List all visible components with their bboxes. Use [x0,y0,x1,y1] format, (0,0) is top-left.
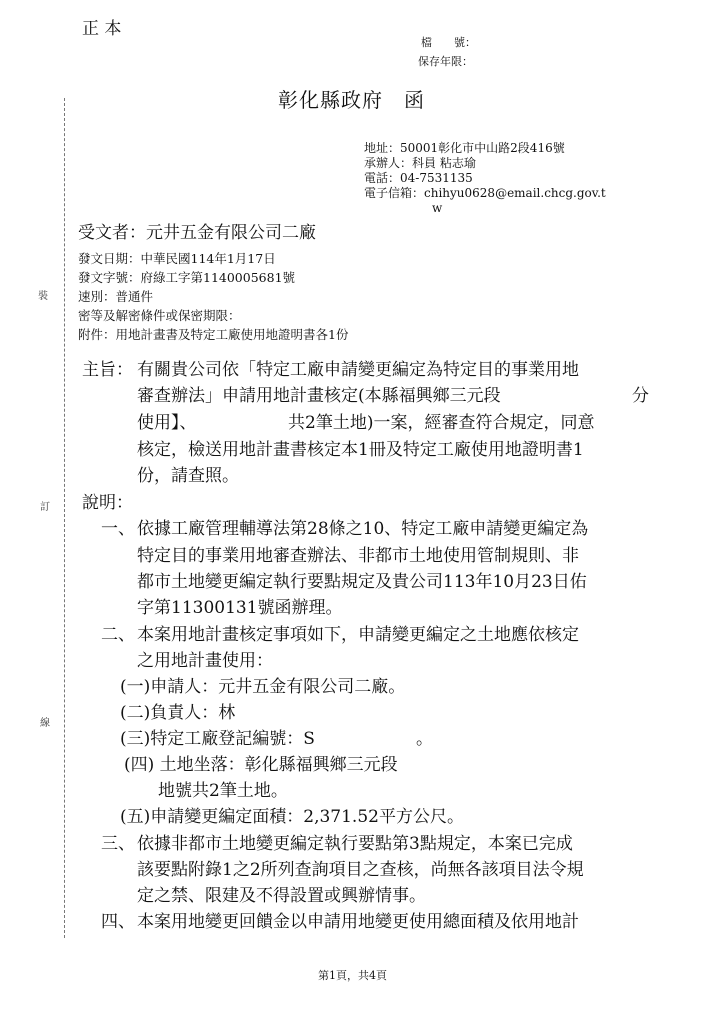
contact-block [364,141,606,216]
secrecy-level: 密等及解密條件或保密期限： [78,308,241,323]
delivery-speed: 速別：普通件 [78,289,154,304]
binding-mark-ding: 訂 [40,502,50,513]
binding-line [64,98,65,938]
item-1-line-4: 字第11300131號函辦理。 [137,598,343,618]
item-3-number: 三、 [101,834,135,854]
item-4-number: 四、 [101,912,135,932]
item-3-line-3: 定之禁、限建及不得設置或興辦情事。 [137,886,426,906]
page-footer: 第1頁，共4頁 [318,969,387,982]
item-1-line-3: 都市土地變更編定執行要點規定及貴公司113年10月23日佑 [137,572,587,592]
contact-phone: 電話：04-7531135 [364,171,473,185]
item-1-line-1: 依據工廠管理輔導法第28條之10、特定工廠申請變更編定為 [137,519,589,539]
explanation-label: 說明： [82,493,133,513]
subject-line-5: 份，請查照。 [137,466,239,486]
item-2-line-2: 之用地計畫使用： [137,651,273,671]
subject-line-1: 有關貴公司依「特定工廠申請變更編定為特定目的事業用地 [137,360,579,380]
contact-email-cont: w [432,201,443,215]
item-2-sub-3b: 。 [416,729,433,749]
binding-mark-xian: 線 [40,718,50,729]
binding-mark-zhuang: 裝 [38,291,48,302]
subject-label: 主旨： [82,360,133,380]
item-2-sub-4: (四) 土地坐落：彰化縣福興鄉三元段 [124,755,398,775]
subject-line-3b: 共2筆土地)一案，經審查符合規定，同意 [288,413,595,433]
item-2-sub-5: (五)申請變更編定面積：2,371.52平方公尺。 [120,807,464,827]
subject-line-3a: 使用】、 [137,413,197,433]
copy-label: 正 本 [82,19,122,39]
item-1-number: 一、 [101,519,135,539]
attachments: 附件：用地計畫書及特定工廠使用地證明書各1份 [78,327,349,342]
recipient: 受文者：元井五金有限公司二廠 [78,223,316,243]
file-number-label: 檔 號： [421,36,476,49]
retention-period-label: 保存年限： [418,55,473,68]
subject-line-4: 核定，檢送用地計畫書核定本1冊及特定工廠使用地證明書1 [137,440,584,460]
contact-handler: 承辦人：科員 粘志瑜 [364,156,476,170]
item-1-line-2: 特定目的事業用地審查辦法、非都市土地使用管制規則、非 [137,546,579,566]
subject-line-2b: 分 [632,386,649,406]
contact-address: 地址：50001彰化市中山路2段416號 [364,141,565,155]
item-2-sub-3a: (三)特定工廠登記編號：S [120,729,315,749]
item-2-number: 二、 [101,625,135,645]
item-2-line-1: 本案用地計畫核定事項如下，申請變更編定之土地應依核定 [137,625,579,645]
document-number: 發文字號：府綠工字第1140005681號 [78,270,296,285]
issue-date: 發文日期：中華民國114年1月17日 [78,251,276,266]
item-3-line-2: 該要點附錄1之2所列查詢項目之查核，尚無各該項目法令規 [137,860,584,880]
item-4-line-1: 本案用地變更回饋金以申請用地變更使用總面積及依用地計 [137,912,579,932]
item-2-sub-2: (二)負責人：林 [120,703,236,723]
subject-line-2a: 審查辦法」申請用地計畫核定(本縣福興鄉三元段 [137,386,501,406]
item-3-line-1: 依據非都市土地變更編定執行要點第3點規定，本案已完成 [137,834,573,854]
agency-title: 彰化縣政府 函 [278,88,425,112]
contact-email: 電子信箱：chihyu0628@email.chcg.gov.t [364,186,606,200]
item-2-sub-1: (一)申請人：元井五金有限公司二廠。 [120,677,406,697]
item-2-sub-4b: 地號共2筆土地。 [158,781,288,801]
